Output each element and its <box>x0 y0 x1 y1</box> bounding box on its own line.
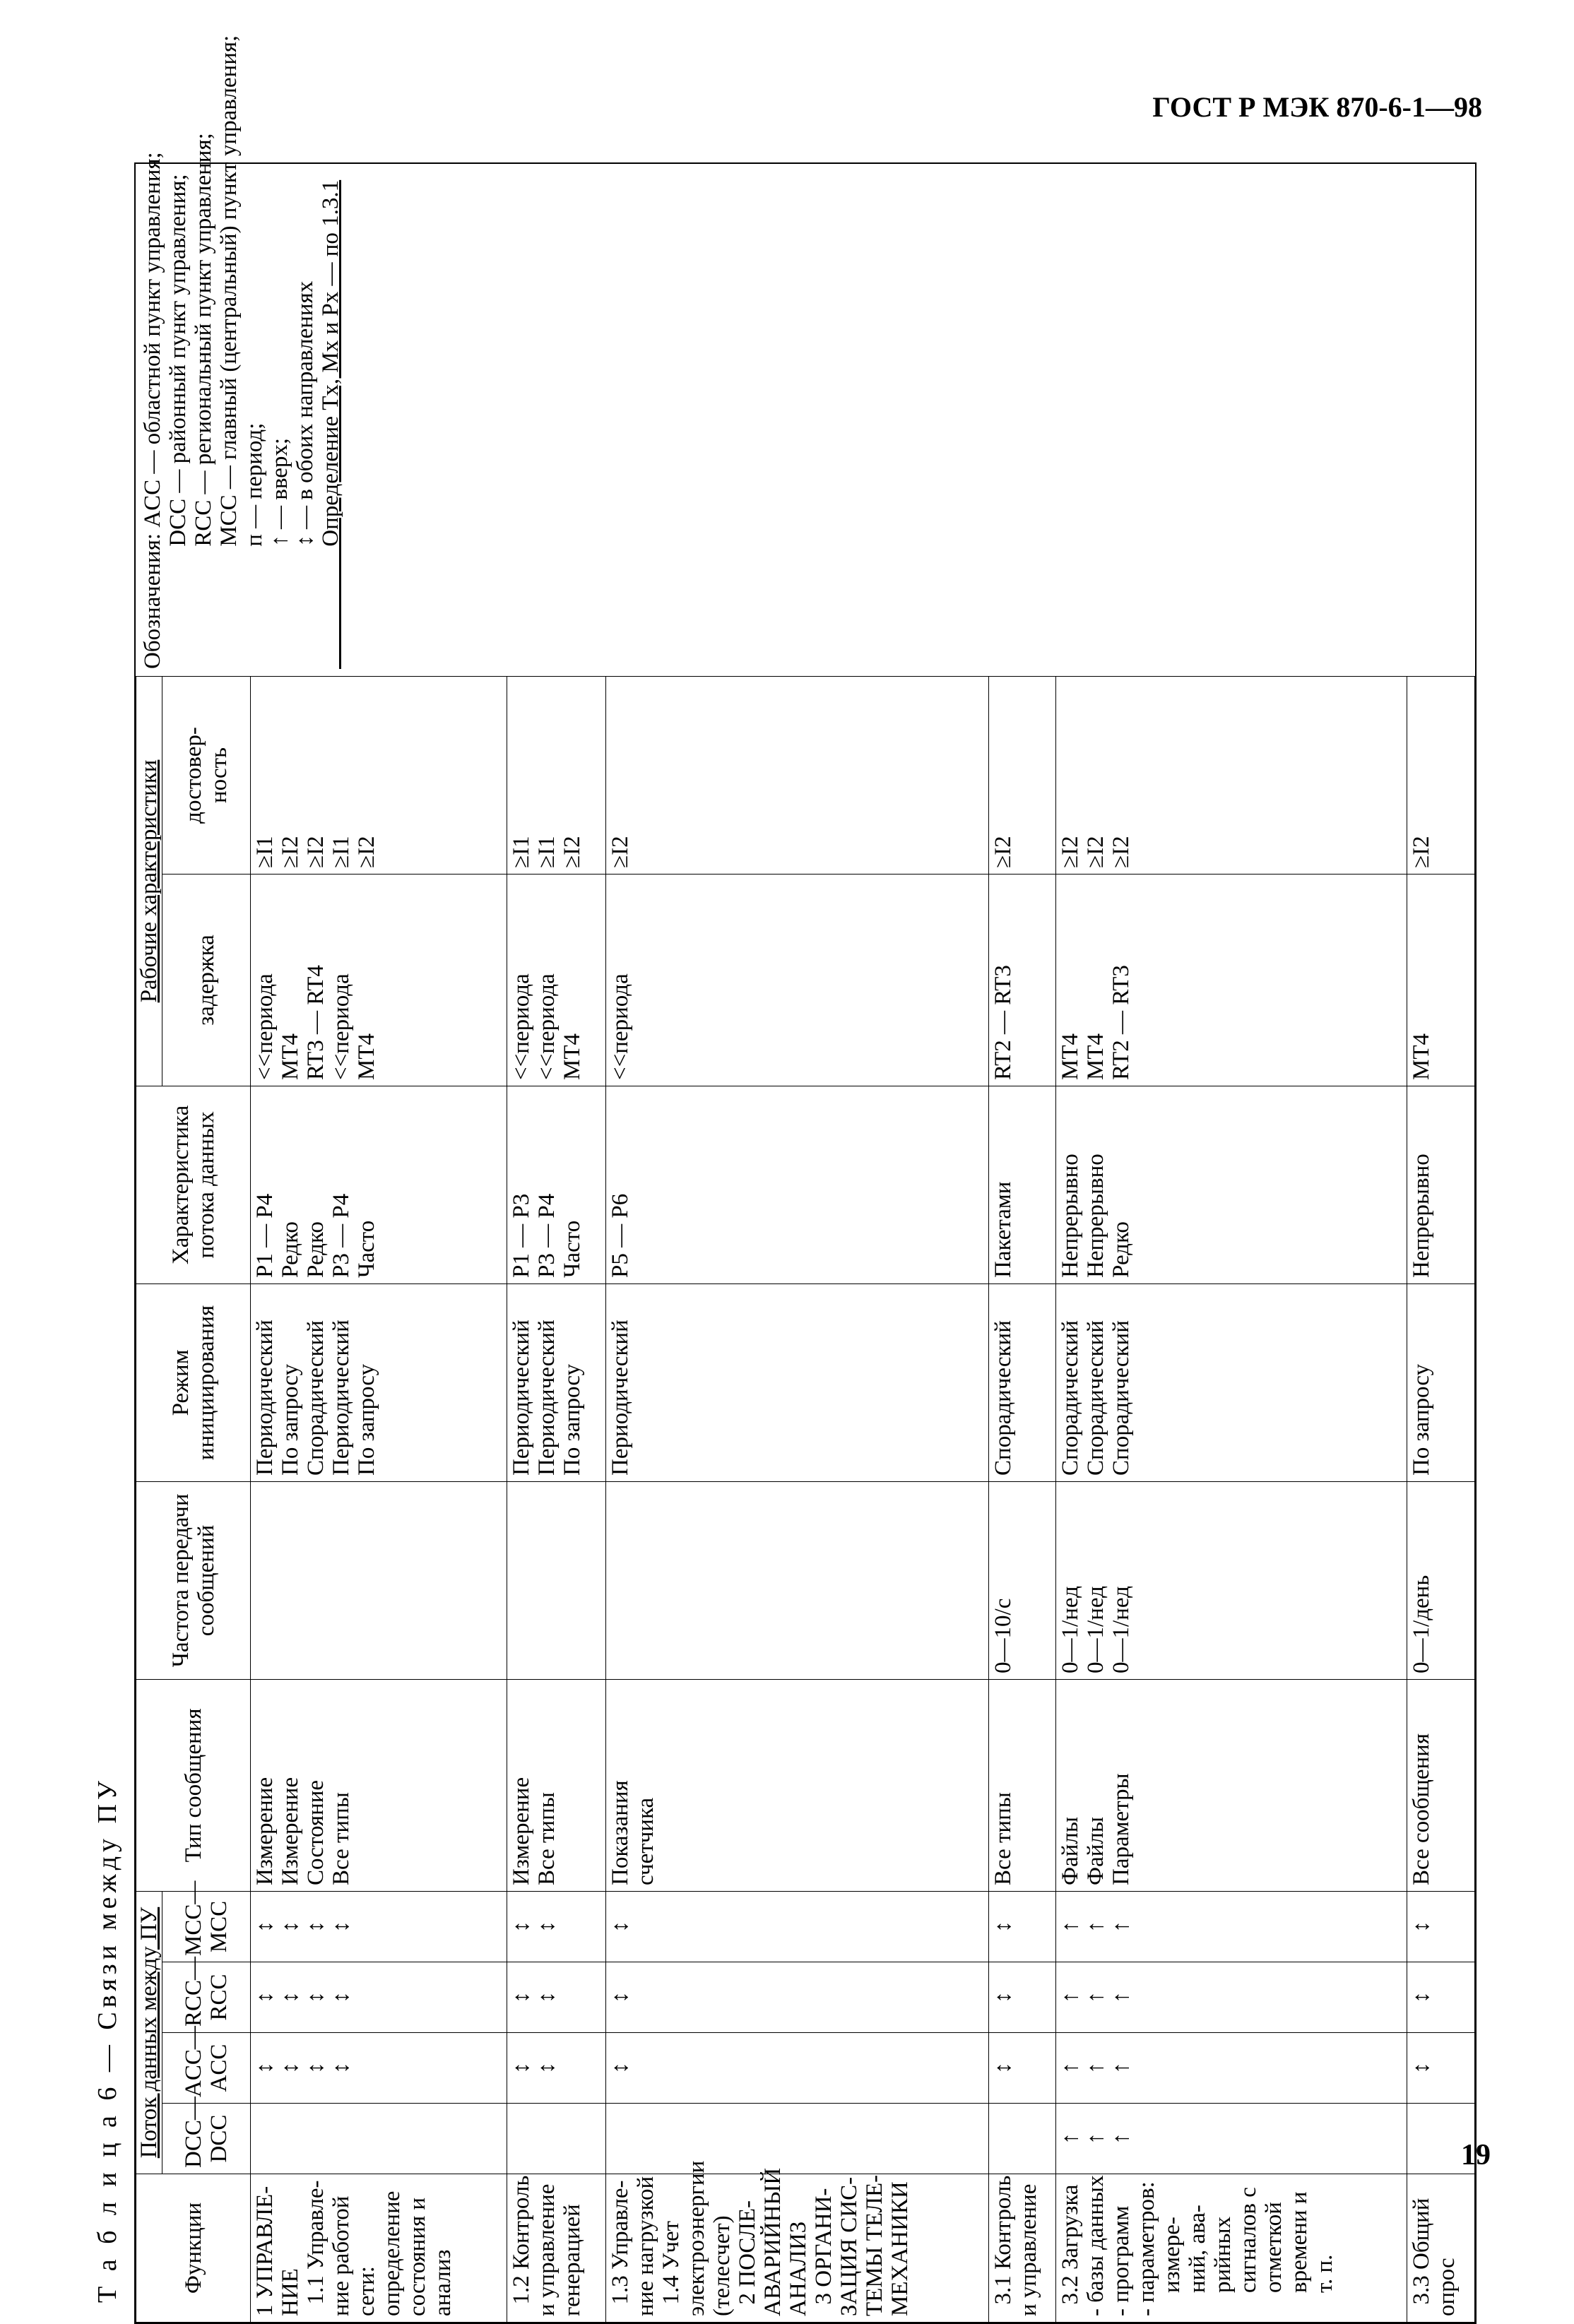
rcc-cell: ↕ ↕ <box>507 1962 606 2033</box>
acc-cell: ↕ <box>1407 2033 1475 2104</box>
rcc-cell: ↕ ↕ ↕ ↕ <box>251 1962 507 2033</box>
note-line: DCC — районный пункт управления; <box>165 174 191 669</box>
function-cell: 1.3 Управле- ние нагрузкой 1.4 Учет электроэнергии (телесчет) 2 ПОСЛЕ- АВАРИЙНЫЙ АНАЛИЗ 3 ОРГАНИ- ЗАЦИЯ СИС- ТЕМЫ ТЕЛЕ- МЕХАНИКИ <box>606 2174 989 2323</box>
reliability-cell: ≥I2 <box>1407 676 1475 874</box>
note-line: MCC — главный (центральный) пункт управления; <box>216 35 242 669</box>
mcc-cell: ↑ ↑ ↑ <box>1056 1891 1407 1962</box>
init-mode-cell: Спорадический Спорадический Спорадический <box>1056 1283 1407 1481</box>
dcc-cell <box>507 2104 606 2174</box>
init-mode-cell: Периодический <box>606 1283 989 1481</box>
frequency-cell: 0—10/с <box>988 1481 1055 1679</box>
col-msg-type: Тип сообщения <box>136 1679 251 1891</box>
page-number: 19 <box>1461 2139 1491 2171</box>
msg-type-cell: Все типы <box>988 1679 1055 1891</box>
col-mcc: MCC— MCC <box>162 1891 251 1962</box>
dcc-cell: ↑ ↑ ↑ <box>1056 2104 1407 2174</box>
delay-cell: <<периода <<периода MT4 <box>507 874 606 1086</box>
function-cell: 3.3 Общий опрос <box>1407 2174 1475 2323</box>
col-functions: Функции <box>136 2174 251 2323</box>
delay-cell: MT4 MT4 RT2 — RT3 <box>1056 874 1407 1086</box>
note-line: п — период; <box>242 422 267 669</box>
note-line: ↕ — в обоих направлениях <box>292 280 318 669</box>
col-reliability: достовер- ность <box>162 676 251 874</box>
table-row <box>1407 676 1475 2322</box>
table-row <box>606 676 989 2322</box>
rcc-cell: ↕ <box>606 1962 989 2033</box>
col-flow-char: Характеристика потока данных <box>136 1086 251 1283</box>
acc-cell: ↕ <box>988 2033 1055 2104</box>
rcc-cell: ↕ <box>988 1962 1055 2033</box>
note-line: Определение Tx, Mx и Px — по 1.3.1 <box>318 179 343 669</box>
col-group-perf: Рабочие характеристики <box>136 676 162 1086</box>
delay-cell: <<периода MT4 RT3 — RT4 <<периода MT4 <box>251 874 507 1086</box>
msg-type-cell: Показания счетчика <box>606 1679 989 1891</box>
function-cell: 1.2 Контроль и управление генерацией <box>507 2174 606 2323</box>
table-row <box>507 676 606 2322</box>
frequency-cell <box>606 1481 989 1679</box>
acc-cell: ↕ ↕ <box>507 2033 606 2104</box>
dcc-cell <box>1407 2104 1475 2174</box>
acc-cell: ↑ ↑ ↑ <box>1056 2033 1407 2104</box>
table-body <box>251 676 1475 2322</box>
dcc-cell <box>606 2104 989 2174</box>
table-row <box>251 676 507 2322</box>
flow-char-cell: Непрерывно Непрерывно Редко <box>1056 1086 1407 1283</box>
mcc-cell: ↕ <box>606 1891 989 1962</box>
col-group-flow: Поток данных между ПУ <box>136 1891 162 2174</box>
table-row <box>1056 676 1407 2322</box>
table-row <box>988 676 1055 2322</box>
init-mode-cell: Периодический По запросу Спорадический Периодический По запросу <box>251 1283 507 1481</box>
frequency-cell: 0—1/день <box>1407 1481 1475 1679</box>
delay-cell: <<периода <box>606 874 989 1086</box>
function-cell: 3.1 Контроль и управление <box>988 2174 1055 2323</box>
rcc-cell: ↑ ↑ ↑ <box>1056 1962 1407 2033</box>
acc-cell: ↕ ↕ ↕ ↕ <box>251 2033 507 2104</box>
frequency-cell <box>251 1481 507 1679</box>
flow-char-cell: P1 — P4 Редко Редко P3 — P4 Часто <box>251 1086 507 1283</box>
document-code: ГОСТ Р МЭК 870-6-1—98 <box>1152 91 1482 123</box>
rcc-cell: ↕ <box>1407 1962 1475 2033</box>
links-table <box>136 676 1475 2323</box>
col-acc: ACC— ACC <box>162 2033 251 2104</box>
function-cell: 1 УПРАВЛЕ- НИЕ 1.1 Управле- ние работой сети: определение состояния и анализ <box>251 2174 507 2323</box>
flow-char-cell: Пакетами <box>988 1086 1055 1283</box>
init-mode-cell: Спорадический <box>988 1283 1055 1481</box>
acc-cell: ↕ <box>606 2033 989 2104</box>
reliability-cell: ≥I2 <box>988 676 1055 874</box>
dcc-cell <box>251 2104 507 2174</box>
col-rcc: RCC— RCC <box>162 1962 251 2033</box>
col-frequency: Частота передачи сообщений <box>136 1481 251 1679</box>
delay-cell: RT2 — RT3 <box>988 874 1055 1086</box>
function-cell: 3.2 Загрузка - базы данных - программ - параметров: измере- ний, ава- рийных сигналов с отметкой времени и т. п. <box>1056 2174 1407 2323</box>
frequency-cell <box>507 1481 606 1679</box>
mcc-cell: ↕ ↕ ↕ ↕ <box>251 1891 507 1962</box>
init-mode-cell: Периодический Периодический По запросу <box>507 1283 606 1481</box>
reliability-cell: ≥I2 <box>606 676 989 874</box>
msg-type-cell: Измерение Измерение Состояние Все типы <box>251 1679 507 1891</box>
reliability-cell: ≥I1 ≥I1 ≥I2 <box>507 676 606 874</box>
flow-char-cell: Непрерывно <box>1407 1086 1475 1283</box>
mcc-cell: ↕ ↕ <box>507 1891 606 1962</box>
flow-char-cell: P5 — P6 <box>606 1086 989 1283</box>
col-delay: задержка <box>162 874 251 1086</box>
col-dcc: DCC— DCC <box>162 2104 251 2174</box>
reliability-cell: ≥I2 ≥I2 ≥I2 <box>1056 676 1407 874</box>
reliability-cell: ≥I1 ≥I2 ≥I2 ≥I1 ≥I2 <box>251 676 507 874</box>
col-init-mode: Режим инициирования <box>136 1283 251 1481</box>
dcc-cell <box>988 2104 1055 2174</box>
table-title: Т а б л и ц а 6 — Связи между ПУ <box>93 1777 122 2303</box>
note-line: RCC — региональный пункт управления; <box>191 133 216 669</box>
msg-type-cell: Измерение Все типы <box>507 1679 606 1891</box>
mcc-cell: ↕ <box>1407 1891 1475 1962</box>
msg-type-cell: Файлы Файлы Параметры <box>1056 1679 1407 1891</box>
mcc-cell: ↕ <box>988 1891 1055 1962</box>
note-line: Обозначения: ACC — областной пункт управления; <box>140 152 165 669</box>
flow-char-cell: P1 — P3 P3 — P4 Часто <box>507 1086 606 1283</box>
init-mode-cell: По запросу <box>1407 1283 1475 1481</box>
delay-cell: MT4 <box>1407 874 1475 1086</box>
note-line: ↑ — вверх; <box>267 437 292 669</box>
msg-type-cell: Все сообщения <box>1407 1679 1475 1891</box>
frequency-cell: 0—1/нед 0—1/нед 0—1/нед <box>1056 1481 1407 1679</box>
